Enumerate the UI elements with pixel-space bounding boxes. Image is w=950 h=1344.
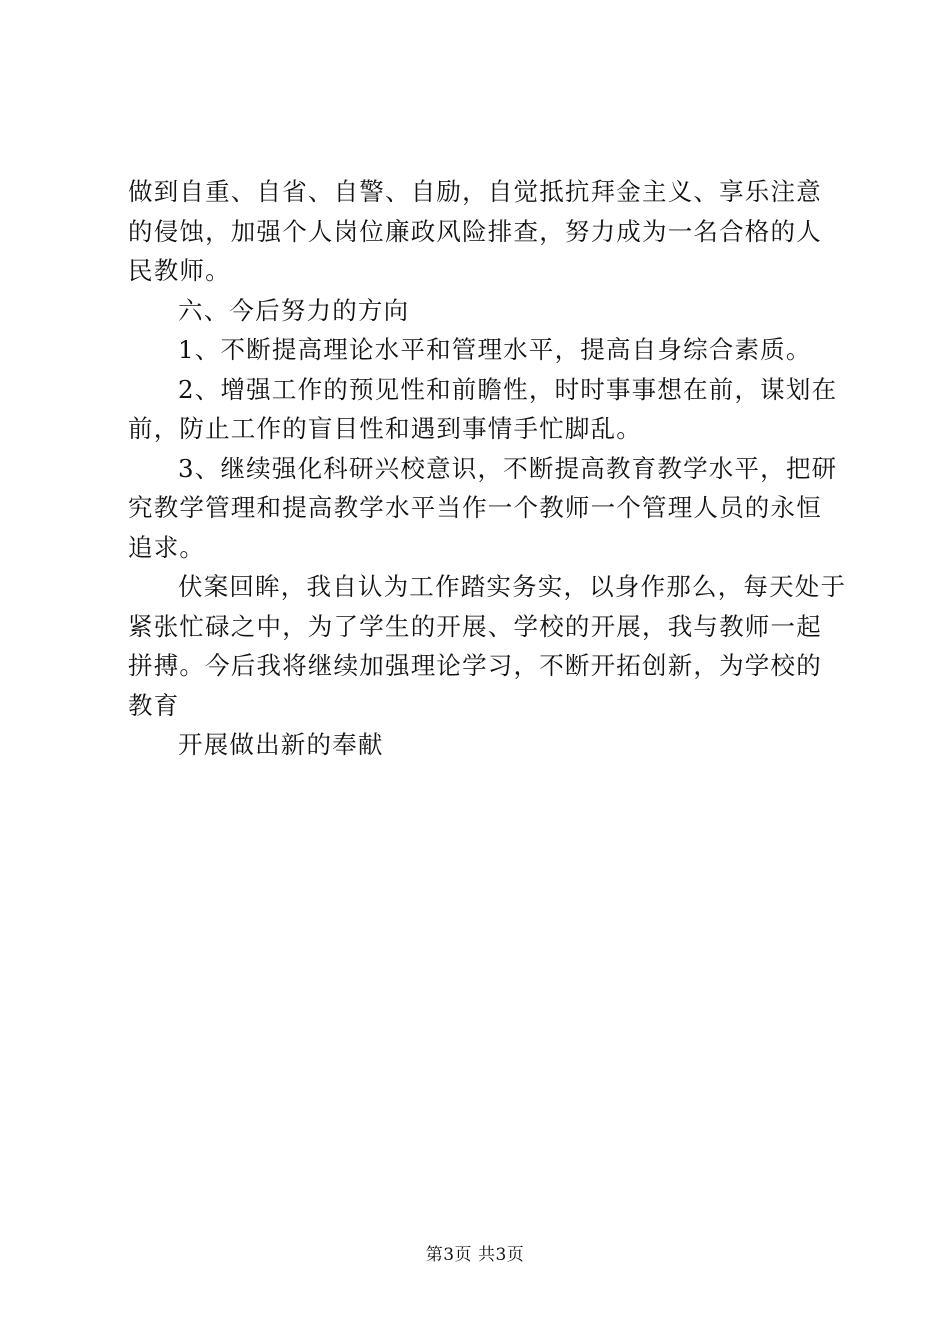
text-line: 拼搏。今后我将继续加强理论学习，不断开拓创新，为学校的: [128, 651, 822, 680]
text-line: 的侵蚀，加强个人岗位廉政风险排查，努力成为一名合格的人: [128, 216, 822, 246]
paragraph-start: 伏案回眸，我自认为工作踏实务实，以身作那么，每天处于: [178, 572, 847, 601]
text-line: 教育: [128, 690, 180, 720]
text-line: 紧张忙碌之中，为了学生的开展、学校的开展，我与教师一起: [128, 611, 822, 641]
text-line: 开展做出新的奉献: [178, 730, 384, 759]
list-item: 3、继续强化科研兴校意识，不断提高教育教学水平，把研: [178, 453, 838, 483]
list-item: 1、不断提高理论水平和管理水平，提高自身综合素质。: [178, 335, 812, 364]
text-line: 追求。: [128, 532, 206, 562]
text-line: 民教师。: [128, 256, 231, 285]
page-footer: 第3页 共3页: [425, 1245, 525, 1265]
document-body: [128, 172, 847, 765]
text-line: 前，防止工作的盲目性和遇到事情手忙脚乱。: [128, 414, 642, 443]
text-line: 究教学管理和提高教学水平当作一个教师一个管理人员的永恒: [128, 493, 822, 522]
text-line: 做到自重、自省、自警、自励，自觉抵抗拜金主义、享乐注意: [128, 177, 822, 206]
section-heading: 六、今后努力的方向: [178, 295, 410, 325]
list-item: 2、增强工作的预见性和前瞻性，时时事事想在前，谋划在: [178, 374, 838, 404]
